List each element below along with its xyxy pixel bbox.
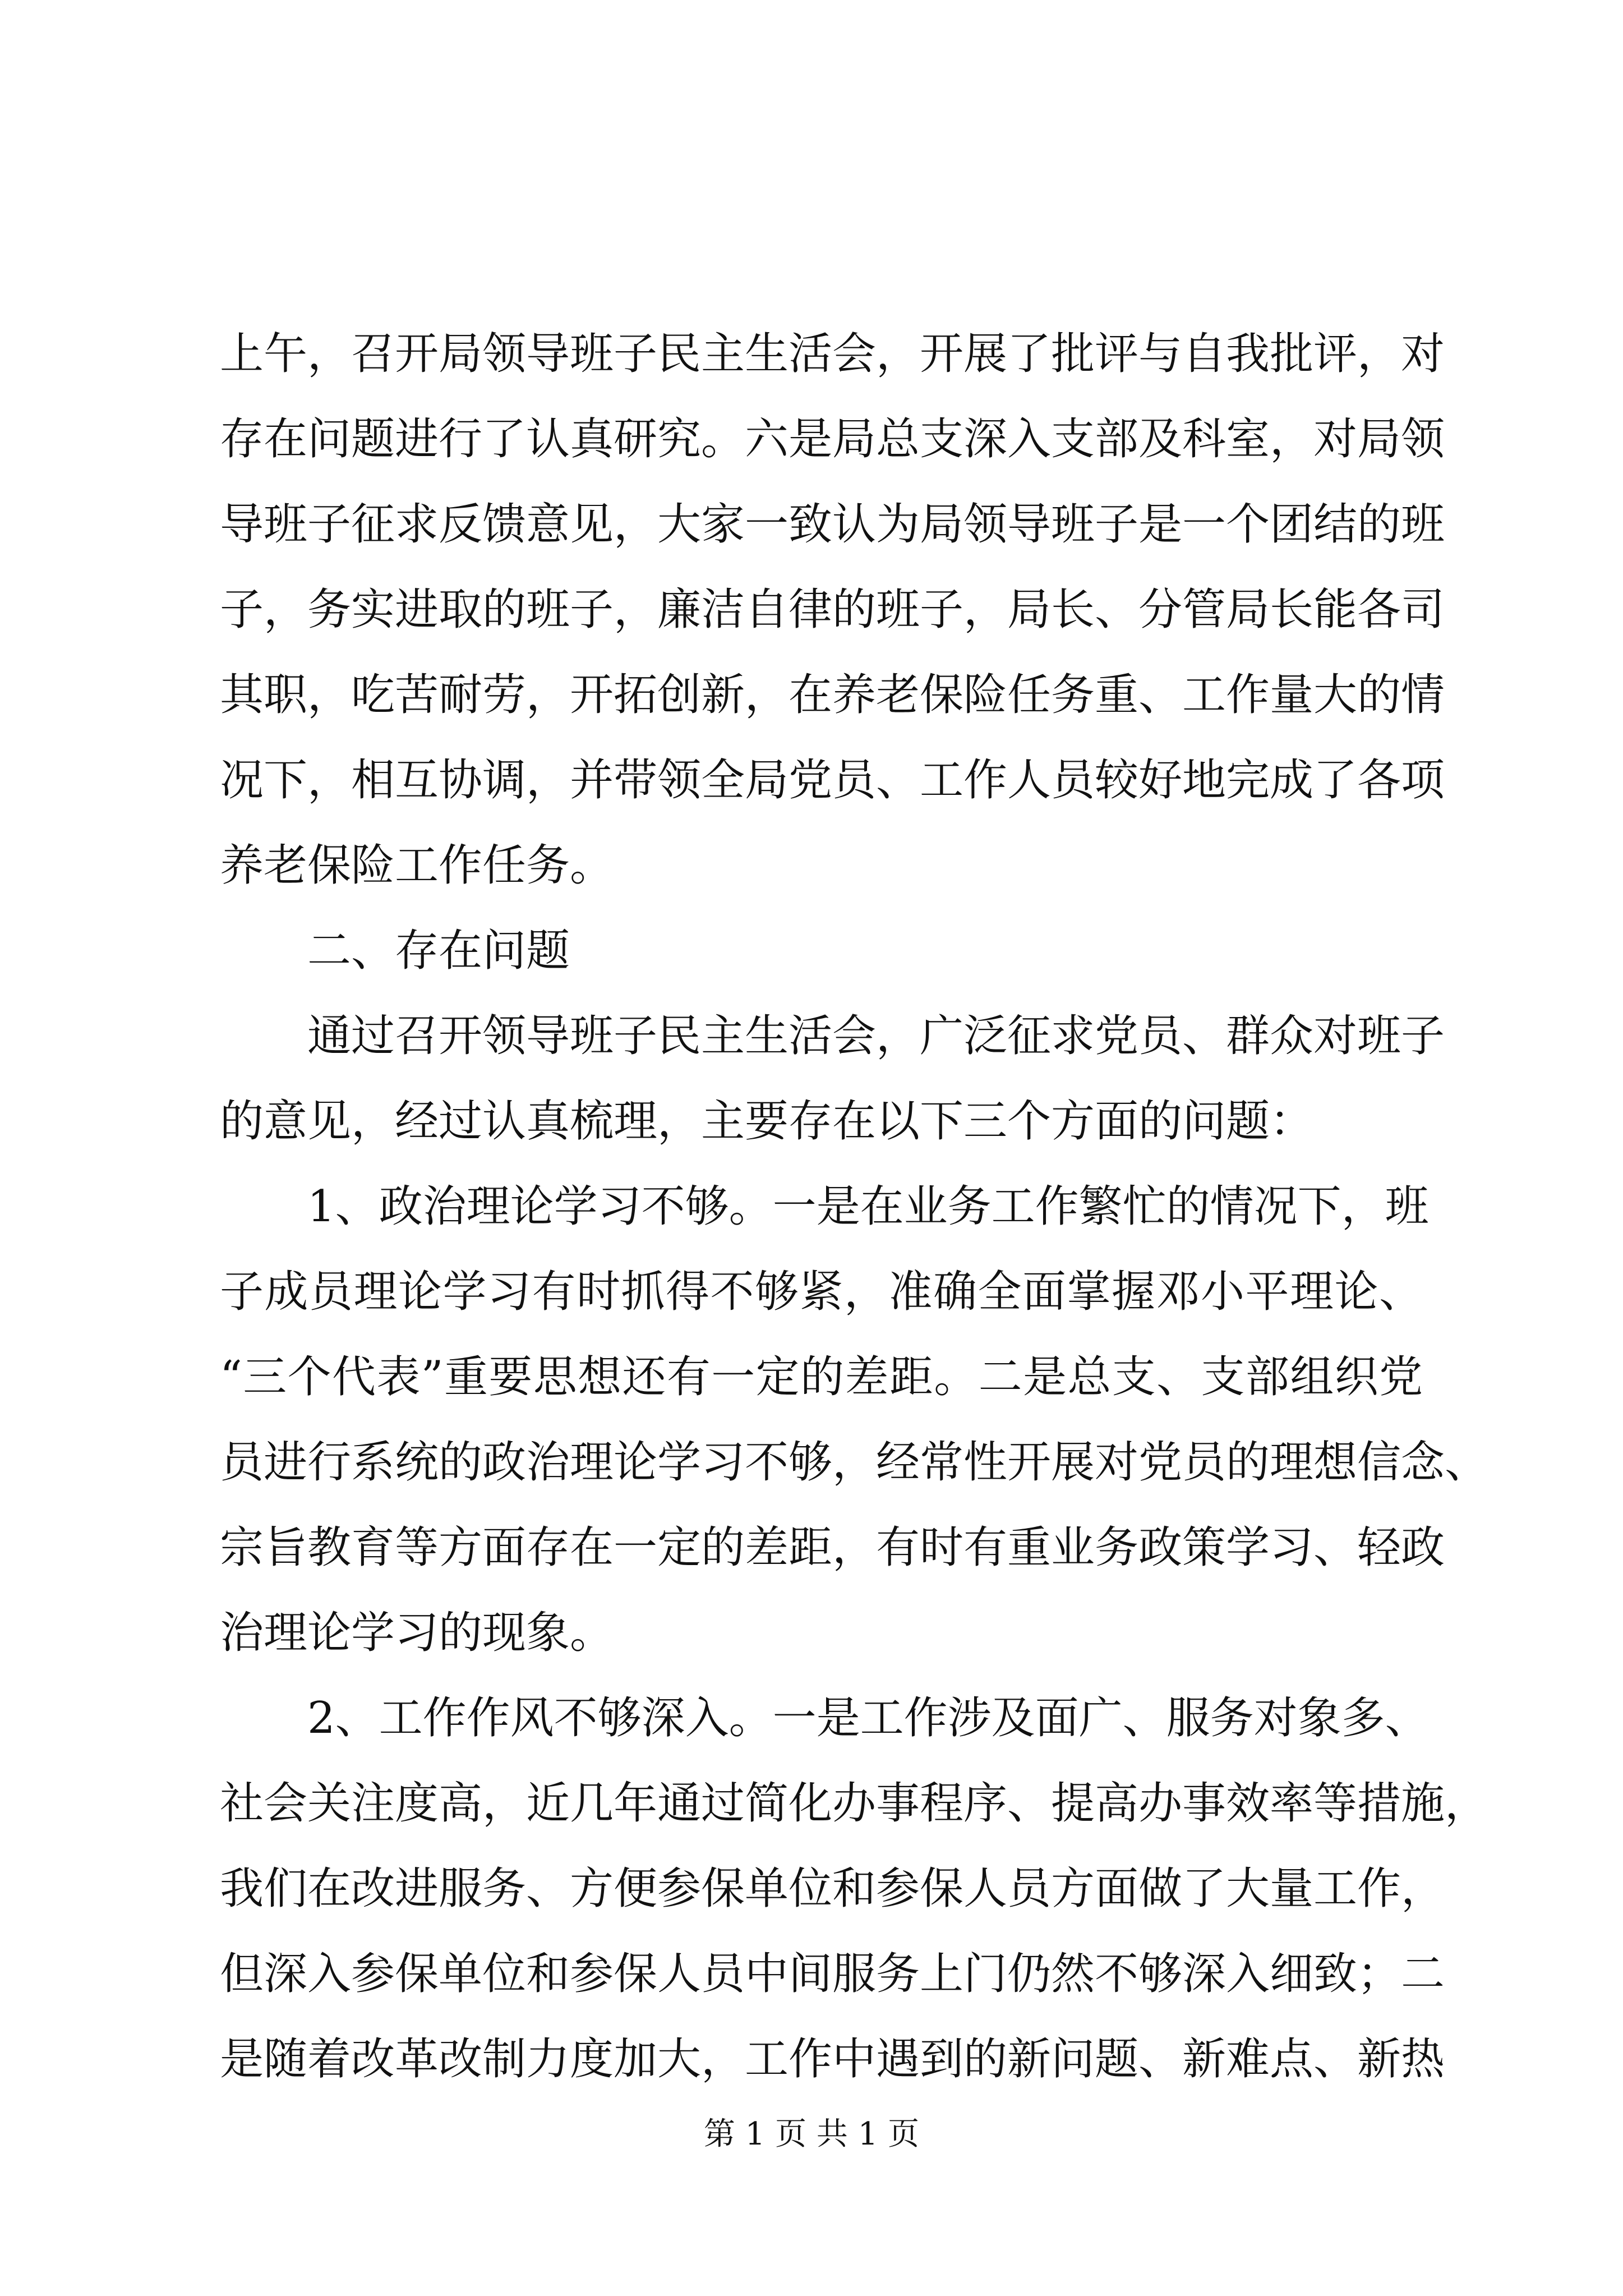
text-line-7: 养老保险工作任务。: [220, 840, 614, 891]
text-line-6: 况下，相互协调，并带领全局党员、工作人员较好地完成了各项: [220, 755, 1445, 806]
text-line-16: 治理论学习的现象。: [220, 1608, 614, 1658]
section-heading: 二、存在问题: [307, 926, 570, 976]
text-line-10: 的意见，经过认真梳理，主要存在以下三个方面的问题：: [220, 1096, 1314, 1147]
text-line-14: 员进行系统的政治理论学习不够，经常性开展对党员的理想信念、: [220, 1437, 1489, 1488]
text-line-17: 2、工作作风不够深入。一是工作涉及面广、服务对象多、: [307, 1693, 1429, 1743]
text-line-13: “三个代表”重要思想还有一定的差距。二是总支、支部组织党: [220, 1352, 1423, 1402]
text-line-3: 导班子征求反馈意见，大家一致认为局领导班子是一个团结的班: [220, 499, 1445, 550]
text-line-11: 1、政治理论学习不够。一是在业务工作繁忙的情况下，班: [307, 1181, 1429, 1232]
text-line-5: 其职，吃苦耐劳，开拓创新，在养老保险任务重、工作量大的情: [220, 670, 1445, 720]
document-body: [220, 311, 1489, 2102]
text-line-9: 通过召开领导班子民主生活会，广泛征求党员、群众对班子: [307, 1011, 1445, 1061]
text-line-19: 我们在改进服务、方便参保单位和参保人员方面做了大量工作，: [220, 1864, 1445, 1914]
text-line-1: 上午，召开局领导班子民主生活会，开展了批评与自我批评，对: [220, 329, 1445, 379]
text-line-12: 子成员理论学习有时抓得不够紧，准确全面掌握邓小平理论、: [220, 1267, 1423, 1317]
page-footer: 第 1 页 共 1 页: [703, 2116, 920, 2152]
text-line-20: 但深入参保单位和参保人员中间服务上门仍然不够深入细致；二: [220, 1949, 1445, 1999]
text-line-21: 是随着改革改制力度加大，工作中遇到的新问题、新难点、新热: [220, 2034, 1445, 2085]
text-line-4: 子，务实进取的班子，廉洁自律的班子，局长、分管局长能各司: [220, 585, 1445, 635]
text-line-15: 宗旨教育等方面存在一定的差距，有时有重业务政策学习、轻政: [220, 1522, 1445, 1573]
text-line-18: 社会关注度高，近几年通过简化办事程序、提高办事效率等措施，: [220, 1778, 1489, 1829]
text-line-2: 存在问题进行了认真研究。六是局总支深入支部及科室，对局领: [220, 414, 1445, 464]
